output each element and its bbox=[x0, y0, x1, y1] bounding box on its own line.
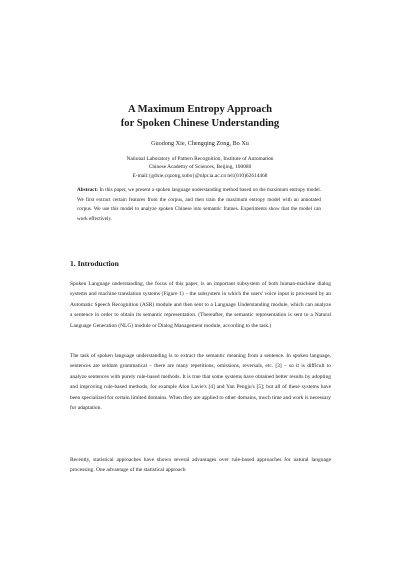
affiliation-line-2: Chinese Academy of Sciences, Beijing, 100080 bbox=[148, 164, 252, 171]
abstract bbox=[77, 186, 321, 224]
paper-title bbox=[0, 103, 400, 131]
body-paragraph-3: Recently, statistical approaches have shown several advantages over rule-based approaches for natural language processing. One advantage of the statistical approach bbox=[70, 457, 331, 474]
body-paragraph-1: Spoken Language understanding, the focus of this paper, is an important subsystem of both human-machine dialog systems and machine translation systems (Figure 1) – the subsystem in which the users' voice input is processed by an Automatic Speech Recognition (ASR) module and then sent to a Language Understanding module, which can analyze a sentence in order to obtain its semantic representation. (Thereafter, the semantic representation is sent to a Natural Language Generation (NLG) module or Dialog Management module, according to the task.) bbox=[70, 281, 331, 329]
title-line-1: A Maximum Entropy Approach bbox=[127, 104, 273, 115]
affiliation-line-1: National Laboratory of Pattern Recognition, Institute of Automation bbox=[126, 156, 274, 162]
affiliation bbox=[0, 155, 400, 180]
title-line-2: for Spoken Chinese Understanding bbox=[120, 118, 280, 129]
body-paragraph-2: The task of spoken language understanding is to extract the semantic meaning from a sentence. In spoken language, sentences are seldom grammatical – there are many repetitions, omissions, reversals, etc. [3] – so it is difficult to analyze sentences with purely rule-based methods. It is true that some systems have obtained better results by adopting and improving rule-based methods, for example Alon Lavie's [4] and Yan Pengju's [5]; but all of these systems have been specialized for certain limited domains. When they are applied to other domains, much time and work is necessary for adaptation. bbox=[70, 353, 331, 412]
affiliation-line-3: E-mail:{gdxie,cqzong,xubo}@nlpr.ia.ac.cn tel:(010)62614468 bbox=[132, 172, 268, 179]
abstract-label: Abstract: bbox=[77, 187, 99, 193]
abstract-text: In this paper, we present a spoken language understanding method based on the maximum entropy model. We first extract certain features from the corpus, and then train the maximum entropy model with an annotated corpus. We use this model to analyze spoken Chinese into semantic frames. Experiments show that the model can work effectively. bbox=[77, 187, 321, 222]
section-heading: 1. Introduction bbox=[70, 259, 119, 268]
author-list: Guodong Xie, Chengqing Zong, Bo Xu bbox=[151, 140, 249, 147]
